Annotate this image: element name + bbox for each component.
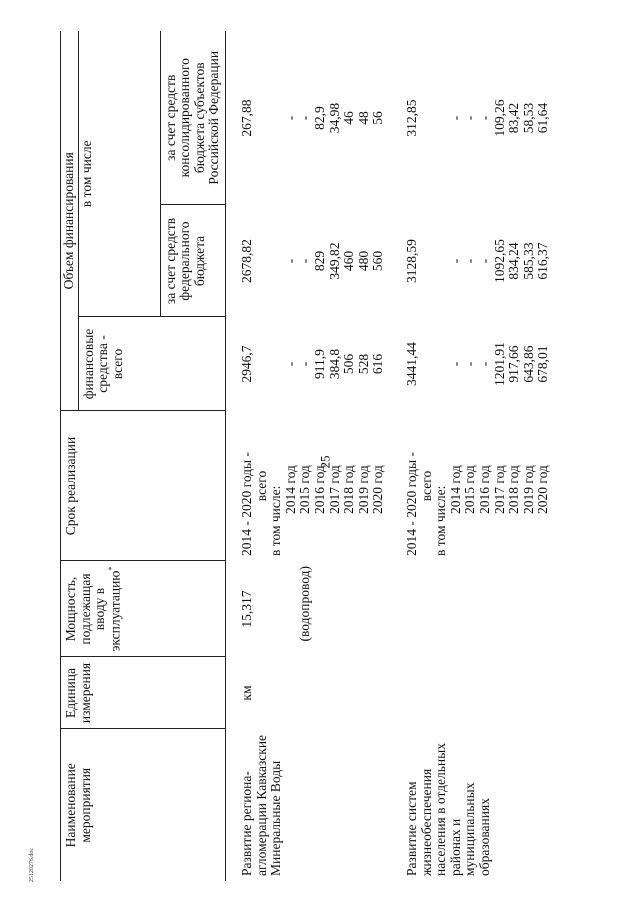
row1-total-value: 911,9 [311,349,327,379]
row1-federal-value: 829 [311,250,327,272]
header-row-1 [61,31,79,881]
row1-period-total: 2014 - 2020 годы - [239,452,254,556]
row1-federal-value: 460 [341,250,357,272]
row1-year: 2018 год [341,465,357,514]
row1-name: Развитие региона-агломерации Кавказские Минеральные Воды [239,734,284,876]
row2-total-value: 1201,91 [491,342,507,386]
row2-federal-value: - [476,258,492,264]
row2-period-in-that: в том числе: [433,485,449,556]
row2-total [389,317,554,411]
row2-year: 2017 год [491,465,507,514]
row1-unit: км [239,685,254,701]
row1-regional-value: - [282,115,298,121]
row2-total-sum: 3441,44 [403,342,419,386]
row2-federal [389,205,554,317]
row1-total-value: 616 [370,353,386,375]
row1-period [226,411,389,561]
row2-total-value: - [447,361,463,367]
row1-capacity-note: (водопровод) [296,566,312,642]
row2-regional-value: 61,64 [535,102,551,134]
row2-total-value: 643,86 [520,345,536,383]
row2-unit [389,657,554,729]
row1-total-value: - [297,361,313,367]
row1-regional-value: 48 [355,111,371,125]
header-period: Срок реализации [61,411,226,561]
row1-period-in-that: в том числе: [268,485,284,556]
row2-regional [389,31,554,205]
row2-regional-sum: 312,85 [403,99,419,137]
row1-capacity: 15,317 [239,590,254,628]
row1-total-value: - [282,361,298,367]
row1-year: 2015 год [297,465,313,514]
row1-federal [226,205,389,317]
funding-table [60,31,554,881]
header-funding: Объем финансирования [61,31,79,411]
row2-regional-value: - [476,115,492,121]
row2-capacity [389,561,554,657]
row1-year: 2020 год [370,465,386,514]
header-in-that: в том числе [78,31,160,317]
row1-federal-value: - [282,258,298,264]
row2-regional-value: - [462,115,478,121]
footer-file-name: 25120276.doc [29,847,36,883]
row1-regional-value: 56 [370,111,386,125]
row2-regional-value: - [447,115,463,121]
row1-total-sum: 2946,7 [239,345,254,383]
row2-federal-value: 616,37 [535,242,551,280]
row2-period-total-2: всего [418,470,434,502]
row2-year: 2020 год [535,465,551,514]
header-name: Наименование мероприятия [61,729,226,881]
row2-regional-value: 58,53 [520,102,536,134]
row2-regional-value: 109,26 [491,99,507,137]
row2-total-value: 917,66 [506,345,522,383]
rotated-table-sheet [60,31,640,881]
row2-year: 2016 год [476,465,492,514]
row1-regional-value: 82,9 [311,106,327,130]
row2-federal-value: 834,24 [506,242,522,280]
row2-total-value: - [462,361,478,367]
row1-regional-value: - [297,115,313,121]
row1-regional [226,31,389,205]
table-row [226,31,389,881]
row1-total-value: 506 [341,353,357,375]
row1-federal-value: 349,82 [326,242,342,280]
row1-federal-sum: 2678,82 [239,239,254,283]
row2-period-total: 2014 - 2020 годы - [403,452,419,556]
row1-federal-value: - [297,258,313,264]
row2-federal-sum: 3128,59 [403,239,419,283]
row2-year: 2014 год [447,465,463,514]
header-capacity [61,561,226,657]
header-total: финансовые средства - всего [78,317,225,411]
row1-total-value: 384,8 [326,348,342,380]
row2-total-value: - [476,361,492,367]
row2-regional-value: 83,42 [506,102,522,134]
row1-period-total-2: всего [253,470,269,502]
row2-federal-value: 1092,65 [491,239,507,283]
row2-federal-value: 585,33 [520,242,536,280]
row1-total-value: 528 [355,353,371,375]
row1-year: 2017 год [326,465,342,514]
row1-year: 2016 год [311,465,327,514]
row2-year: 2019 год [520,465,536,514]
row1-federal-value: 560 [370,250,386,272]
row2-year: 2018 год [506,465,522,514]
row2-federal-value: - [447,258,463,264]
row1-year: 2019 год [355,465,371,514]
row2-federal-value: - [462,258,478,264]
header-unit: Единица измерения [61,657,226,729]
row1-federal-value: 480 [355,250,371,272]
header-capacity-text: Мощность, подлежащая вводу в эксплуатацию [63,570,123,652]
row2-period [389,411,554,561]
table-row [389,31,554,881]
row1-regional-value: 46 [341,111,357,125]
row1-year: 2014 год [282,465,298,514]
header-regional: за счет средств консолидированного бюджета субъектов Российской Федерации [160,31,225,205]
page-number: 25 [317,455,333,469]
row2-name: Развитие систем жизнеобеспечения населения в отдельных районах и муниципальных образованиях [403,743,492,876]
row1-capacity-cell [226,561,389,657]
header-capacity-mark: * [106,566,116,571]
row1-regional-sum: 267,88 [239,99,254,137]
row1-regional-value: 34,98 [326,102,342,134]
row2-total-value: 678,01 [535,345,551,383]
header-federal: за счет средств федерального бюджета [160,205,225,317]
row2-year: 2015 год [462,465,478,514]
row1-total [226,317,389,411]
